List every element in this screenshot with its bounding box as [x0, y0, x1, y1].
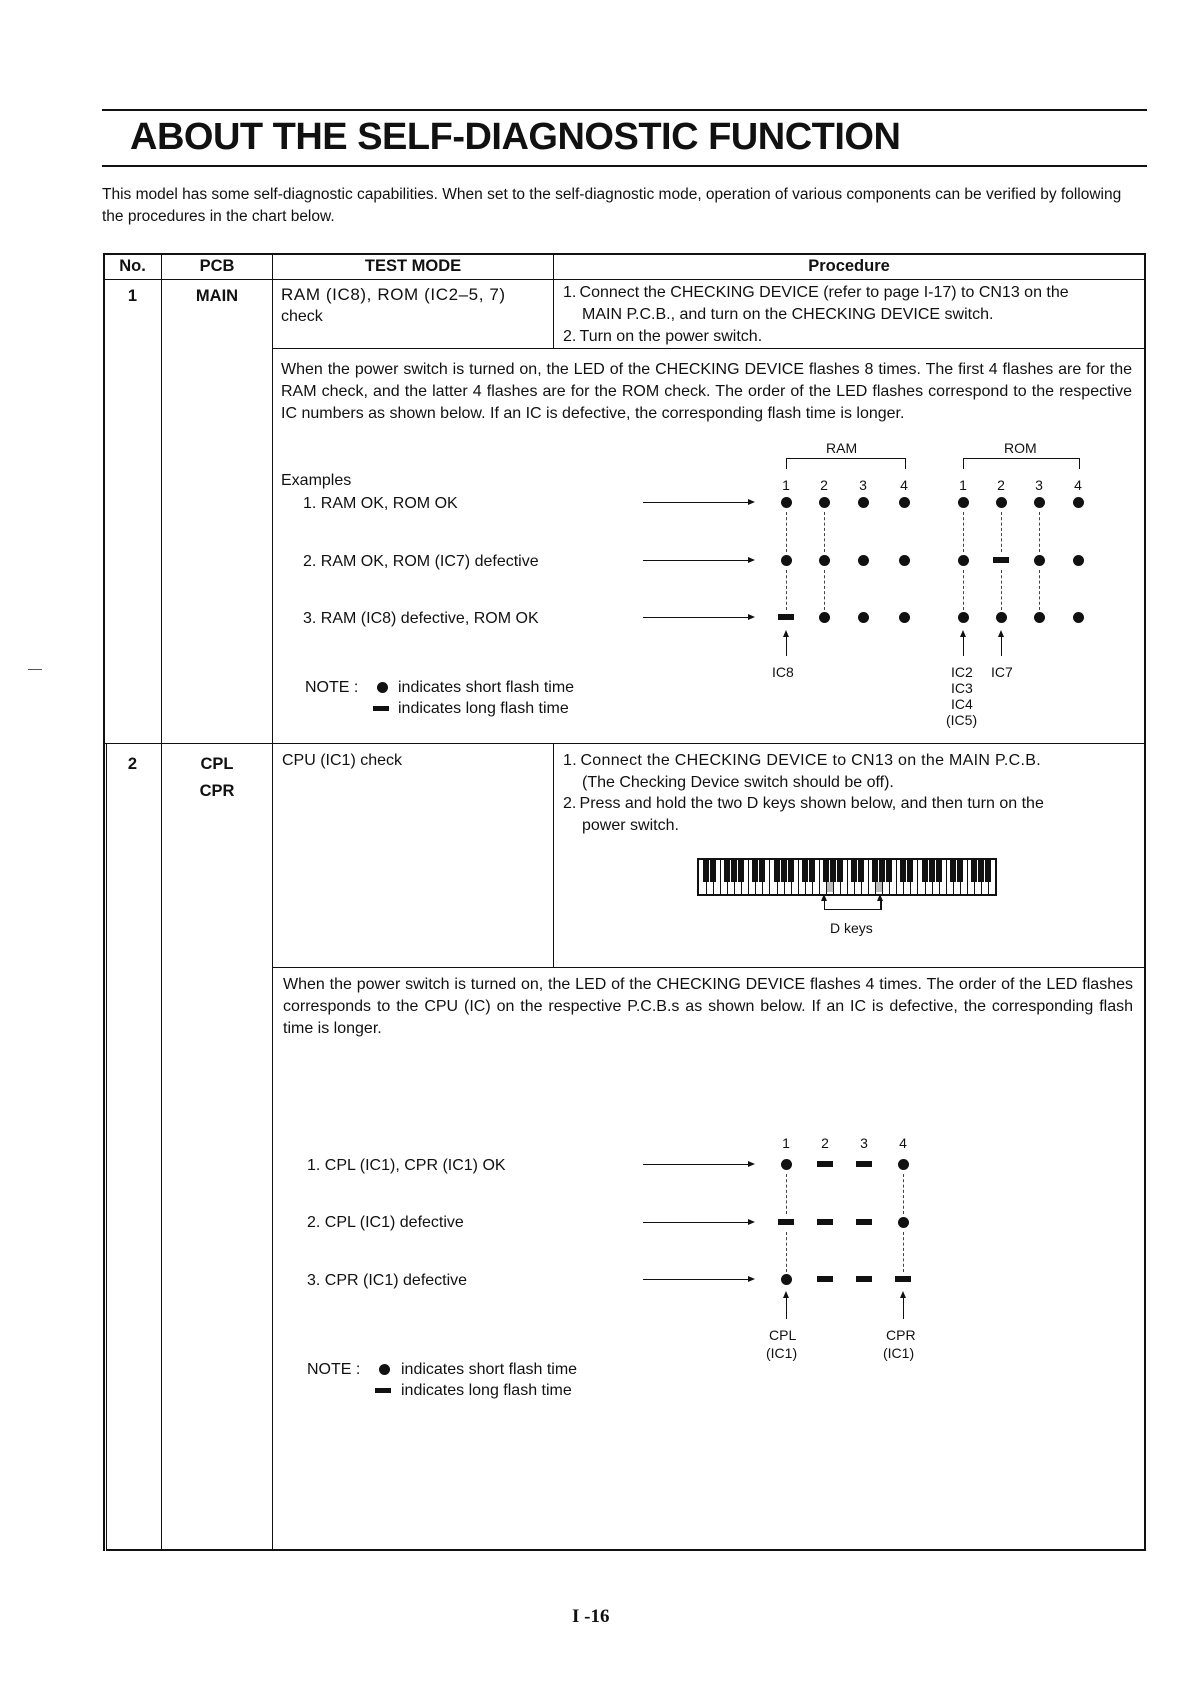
black-key — [781, 860, 787, 882]
white-key-divider — [748, 860, 749, 894]
header-procedure: Procedure — [808, 257, 890, 275]
short-flash-dot — [958, 612, 969, 623]
white-key-divider — [946, 860, 947, 894]
page-number: I -16 — [572, 1606, 610, 1627]
row1-flash-number: 1 — [782, 477, 790, 493]
row2-test-mode: CPU (IC1) check — [282, 752, 403, 769]
white-key-divider — [819, 860, 820, 894]
short-flash-icon-2 — [379, 1364, 390, 1375]
row1-connector — [1001, 570, 1002, 610]
row2-no: 2 — [127, 755, 138, 773]
row1-connector — [963, 570, 964, 610]
row1-connector — [1039, 512, 1040, 552]
short-flash-dot — [899, 612, 910, 623]
row2-example-3: 3. CPR (IC1) defective — [307, 1272, 468, 1289]
row1-flash-number: 4 — [1074, 477, 1082, 493]
white-key-divider — [967, 860, 968, 894]
row2-example-arrow — [643, 1222, 753, 1223]
long-flash-icon-2 — [375, 1388, 391, 1393]
row1-connector — [963, 512, 964, 552]
row2-pcb-cpr: CPR — [199, 782, 235, 800]
black-key — [900, 860, 906, 882]
long-flash-dash — [817, 1276, 833, 1282]
short-flash-dot — [996, 612, 1007, 623]
intro-paragraph: This model has some self-diagnostic capabilities. When set to the self-diagnostic mode, operation of various components can be verified by following the procedures in the chart below. — [102, 186, 1122, 225]
short-flash-dot — [819, 612, 830, 623]
row1-step1-line2: MAIN P.C.B., and turn on the CHECKING DEVICE switch. — [582, 306, 994, 323]
short-flash-dot — [781, 555, 792, 566]
long-flash-icon — [373, 706, 389, 711]
ic4-label: IC4 — [951, 696, 973, 712]
ic5-label: (IC5) — [946, 712, 978, 728]
long-flash-dash — [778, 1219, 794, 1225]
margin-dash — [28, 669, 42, 670]
black-key — [809, 860, 815, 882]
black-key — [823, 860, 829, 882]
row2-connector — [786, 1232, 787, 1272]
black-key — [724, 860, 730, 882]
black-key — [957, 860, 963, 882]
row1-connector — [786, 570, 787, 610]
d-key-highlight — [827, 882, 833, 892]
short-flash-dot — [781, 497, 792, 508]
black-key — [851, 860, 857, 882]
long-flash-dash — [895, 1276, 911, 1282]
rom-bracket — [963, 458, 1080, 469]
cpl-label: CPL — [769, 1327, 797, 1343]
row1-example-arrow — [643, 502, 753, 503]
ram-label: RAM — [826, 440, 858, 456]
black-key — [788, 860, 794, 882]
short-flash-dot — [819, 497, 830, 508]
black-key — [936, 860, 942, 882]
black-key — [929, 860, 935, 882]
black-key — [978, 860, 984, 882]
black-key — [830, 860, 836, 882]
d-key-marker — [837, 860, 843, 882]
row2-step2-line1: 2. Press and hold the two D keys shown below, and then turn on the — [563, 795, 1044, 812]
row1-connector — [786, 512, 787, 552]
long-flash-dash — [856, 1276, 872, 1282]
short-flash-dot — [819, 555, 830, 566]
row1-example-arrow — [643, 617, 753, 618]
row1-pcb: MAIN — [195, 287, 239, 305]
long-flash-dash — [817, 1161, 833, 1167]
row1-example-2: 2. RAM OK, ROM (IC7) defective — [303, 553, 539, 570]
row2-flash-number: 3 — [860, 1135, 868, 1151]
row2-step1-line2: (The Checking Device switch should be off). — [582, 774, 894, 791]
short-flash-dot — [1034, 497, 1045, 508]
row2-description: When the power switch is turned on, the LED of the CHECKING DEVICE flashes 4 times. The order of the LED flashes corresponds to the CPU (IC) on the respective P.C.B.s as shown below. If an IC is defective, the corresponding flash time is longer. — [283, 976, 1133, 1037]
short-flash-dot — [898, 1159, 909, 1170]
d-key-marker — [886, 860, 892, 882]
row1-connector — [1039, 570, 1040, 610]
row1-no: 1 — [127, 287, 138, 305]
row1-flash-number: 1 — [959, 477, 967, 493]
black-key — [731, 860, 737, 882]
short-flash-dot — [1034, 555, 1045, 566]
row1-example-arrow — [643, 560, 753, 561]
header-pcb: PCB — [199, 257, 235, 275]
short-flash-dot — [1073, 555, 1084, 566]
black-key — [710, 860, 716, 882]
ic2-arrow-icon — [963, 636, 964, 656]
row1-note-label: NOTE : — [305, 679, 359, 696]
short-flash-icon — [377, 682, 388, 693]
ic7-arrow-icon — [1001, 636, 1002, 656]
row2-connector — [903, 1174, 904, 1214]
short-flash-dot — [958, 497, 969, 508]
long-flash-dash — [778, 614, 794, 620]
short-flash-dot — [858, 612, 869, 623]
row1-flash-number: 3 — [859, 477, 867, 493]
long-flash-dash — [817, 1219, 833, 1225]
white-key-divider — [769, 860, 770, 894]
long-flash-dash — [856, 1161, 872, 1167]
black-key — [703, 860, 709, 882]
title-bottom-rule — [102, 165, 1147, 167]
short-flash-dot — [996, 497, 1007, 508]
black-key — [752, 860, 758, 882]
row2-connector — [786, 1174, 787, 1214]
row2-example-2: 2. CPL (IC1) defective — [307, 1214, 464, 1231]
black-key — [858, 860, 864, 882]
header-test-mode: TEST MODE — [364, 257, 462, 275]
white-key-divider — [720, 860, 721, 894]
short-flash-dot — [858, 555, 869, 566]
long-flash-dash — [856, 1219, 872, 1225]
row1-flash-number: 4 — [900, 477, 908, 493]
d-key-right-arrow-icon — [880, 900, 881, 910]
short-flash-dot — [899, 497, 910, 508]
short-flash-dot — [898, 1217, 909, 1228]
black-key — [759, 860, 765, 882]
black-key — [907, 860, 913, 882]
long-flash-dash — [993, 557, 1009, 563]
ic8-label: IC8 — [772, 664, 794, 680]
ram-bracket — [786, 458, 906, 469]
cpr-label: CPR — [886, 1327, 916, 1343]
title-top-rule — [102, 109, 1147, 111]
row1-flash-number: 3 — [1035, 477, 1043, 493]
ic8-arrow-icon — [786, 636, 787, 656]
row1-step2: 2. Turn on the power switch. — [563, 328, 763, 345]
ic7-label: IC7 — [991, 664, 1013, 680]
black-key — [802, 860, 808, 882]
row2-step1-line1: 1. Connect the CHECKING DEVICE to CN13 on the MAIN P.C.B. — [563, 752, 1041, 769]
row2-example-1: 1. CPL (IC1), CPR (IC1) OK — [307, 1157, 506, 1174]
black-key — [879, 860, 885, 882]
ic3-label: IC3 — [951, 680, 973, 696]
row2-flash-number: 4 — [899, 1135, 907, 1151]
row1-description: When the power switch is turned on, the LED of the CHECKING DEVICE flashes 8 times. The first 4 flashes are for the RAM check, and the latter 4 flashes are for the ROM check. The order of the LED flashes correspond to the respective IC numbers as shown below. If an IC is defective, the corresponding flash time is longer. — [281, 361, 1132, 422]
white-key-divider — [847, 860, 848, 894]
cpl-arrow-icon — [786, 1297, 787, 1319]
row2-pcb-cpl: CPL — [200, 755, 234, 773]
black-key — [985, 860, 991, 882]
ic2-label: IC2 — [951, 664, 973, 680]
d-key-left-arrow-icon — [824, 900, 825, 910]
page-title: ABOUT THE SELF-DIAGNOSTIC FUNCTION — [130, 116, 901, 158]
row1-note-long: indicates long flash time — [398, 700, 569, 717]
white-key-divider — [896, 860, 897, 894]
short-flash-dot — [899, 555, 910, 566]
row1-examples-label: Examples — [281, 472, 352, 489]
black-key — [950, 860, 956, 882]
white-key-divider — [868, 860, 869, 894]
short-flash-dot — [781, 1274, 792, 1285]
rom-label: ROM — [1004, 440, 1037, 456]
row1-test-mode-line1: RAM (IC8), ROM (IC2–5, 7) — [281, 285, 506, 304]
row1-example-3: 3. RAM (IC8) defective, ROM OK — [303, 610, 539, 627]
row2-example-arrow — [643, 1279, 753, 1280]
header-no: No. — [119, 257, 146, 275]
row1-note-short: indicates short flash time — [398, 679, 575, 696]
short-flash-dot — [958, 555, 969, 566]
row1-example-1: 1. RAM OK, ROM OK — [303, 495, 458, 512]
row2-note-long: indicates long flash time — [401, 1382, 572, 1399]
row1-connector — [1001, 512, 1002, 552]
row1-flash-number: 2 — [997, 477, 1005, 493]
row2-example-arrow — [643, 1164, 753, 1165]
row2-step2-line2: power switch. — [582, 817, 679, 834]
row1-connector — [824, 512, 825, 552]
short-flash-dot — [1073, 497, 1084, 508]
row2-flash-number: 2 — [821, 1135, 829, 1151]
cpr-arrow-icon — [903, 1297, 904, 1319]
row1-connector — [824, 570, 825, 610]
d-keys-bracket — [824, 899, 882, 910]
row2-connector — [903, 1232, 904, 1272]
cpl-ic-label: (IC1) — [766, 1345, 798, 1361]
keyboard-diagram — [697, 858, 997, 896]
short-flash-dot — [1034, 612, 1045, 623]
black-key — [872, 860, 878, 882]
row1-flash-number: 2 — [820, 477, 828, 493]
row2-note-short: indicates short flash time — [401, 1361, 578, 1378]
black-key — [922, 860, 928, 882]
black-key — [738, 860, 744, 882]
black-key — [774, 860, 780, 882]
cpr-ic-label: (IC1) — [883, 1345, 915, 1361]
white-key-divider — [798, 860, 799, 894]
short-flash-dot — [781, 1159, 792, 1170]
row2-flash-number: 1 — [782, 1135, 790, 1151]
row2-note-label: NOTE : — [307, 1361, 361, 1378]
short-flash-dot — [858, 497, 869, 508]
row1-step1-line1: 1. Connect the CHECKING DEVICE (refer to page I-17) to CN13 on the — [563, 284, 1069, 301]
short-flash-dot — [1073, 612, 1084, 623]
black-key — [971, 860, 977, 882]
white-key-divider — [917, 860, 918, 894]
row1-test-mode-line2: check — [281, 308, 323, 325]
d-keys-label: D keys — [830, 920, 873, 936]
d-key-highlight — [876, 882, 882, 892]
